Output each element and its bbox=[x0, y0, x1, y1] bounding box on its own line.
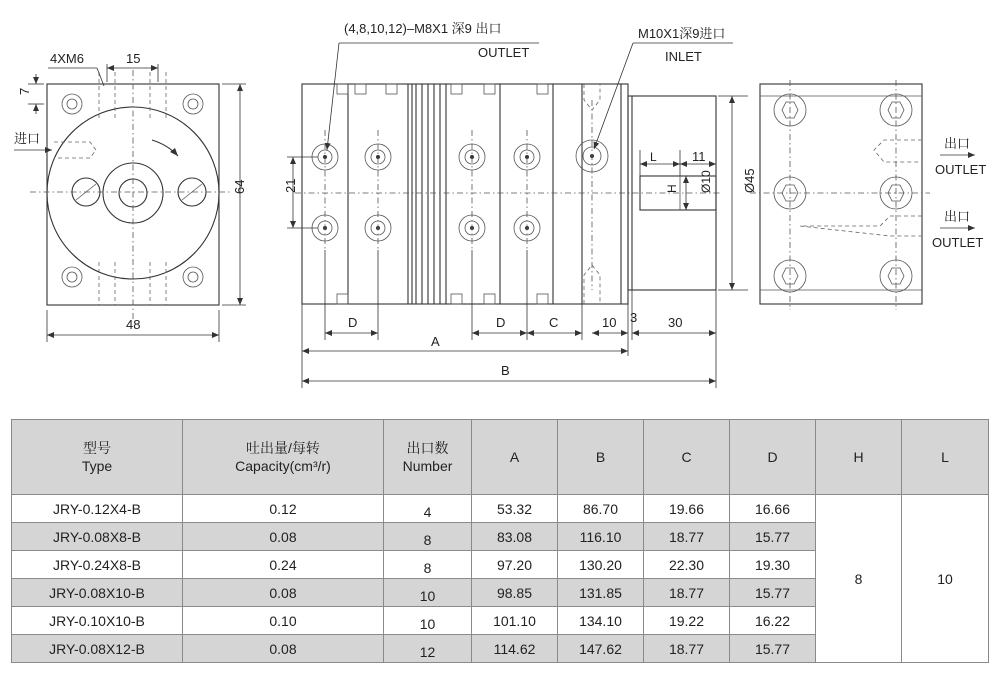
cell-a: 98.85 bbox=[472, 579, 558, 607]
cell-capacity: 0.12 bbox=[183, 495, 384, 523]
header-c: C bbox=[644, 420, 730, 495]
cell-d: 16.66 bbox=[730, 495, 816, 523]
cell-b: 116.10 bbox=[558, 523, 644, 551]
label-dim-3: 3 bbox=[630, 310, 638, 325]
cell-d: 19.30 bbox=[730, 551, 816, 579]
cell-c: 18.77 bbox=[644, 579, 730, 607]
cell-c: 22.30 bbox=[644, 551, 730, 579]
label-dim-d2: D bbox=[496, 315, 506, 330]
cell-type: JRY-0.08X8-B bbox=[12, 523, 183, 551]
cell-d: 16.22 bbox=[730, 607, 816, 635]
cell-l: 10 bbox=[902, 495, 989, 663]
cell-d: 15.77 bbox=[730, 635, 816, 663]
cell-b: 130.20 bbox=[558, 551, 644, 579]
header-d: D bbox=[730, 420, 816, 495]
label-outlet-en-2: OUTLET bbox=[932, 235, 984, 250]
right-end-view bbox=[750, 80, 986, 310]
cell-number: 12 bbox=[384, 635, 472, 663]
header-capacity: 吐出量/每转 Capacity(cm³/r) bbox=[183, 420, 384, 495]
cell-type: JRY-0.12X4-B bbox=[12, 495, 183, 523]
cell-c: 18.77 bbox=[644, 523, 730, 551]
label-4xm6: 4XM6 bbox=[50, 51, 84, 66]
cell-c: 18.77 bbox=[644, 635, 730, 663]
cell-type: JRY-0.10X10-B bbox=[12, 607, 183, 635]
cell-a: 83.08 bbox=[472, 523, 558, 551]
label-inlet-spec: M10X1深9进口 bbox=[638, 26, 726, 41]
header-b: B bbox=[558, 420, 644, 495]
left-end-view bbox=[14, 51, 247, 342]
cell-number: 8 bbox=[384, 523, 472, 551]
header-h: H bbox=[816, 420, 902, 495]
label-dim-7: 7 bbox=[17, 87, 32, 95]
label-inlet-cn-left: 进口 bbox=[14, 131, 41, 146]
cell-type: JRY-0.08X12-B bbox=[12, 635, 183, 663]
cell-capacity: 0.08 bbox=[183, 635, 384, 663]
cell-a: 53.32 bbox=[472, 495, 558, 523]
cell-number: 10 bbox=[384, 607, 472, 635]
label-dim-10: 10 bbox=[602, 315, 617, 330]
table-header-row bbox=[12, 420, 989, 495]
header-type: 型号 Type bbox=[12, 420, 183, 495]
cell-d: 15.77 bbox=[730, 579, 816, 607]
cell-type: JRY-0.08X10-B bbox=[12, 579, 183, 607]
label-dim-11: 11 bbox=[692, 149, 706, 164]
label-dim-c: C bbox=[549, 315, 559, 330]
cell-number: 8 bbox=[384, 551, 472, 579]
table-row bbox=[12, 495, 989, 523]
cell-a: 97.20 bbox=[472, 551, 558, 579]
side-view bbox=[283, 21, 757, 388]
cell-number: 4 bbox=[384, 495, 472, 523]
label-dim-15: 15 bbox=[126, 51, 141, 66]
label-outlet-en-1: OUTLET bbox=[935, 162, 987, 177]
header-a: A bbox=[472, 420, 558, 495]
label-outlet-spec: (4,8,10,12)–M8X1 深9 出口 bbox=[344, 21, 502, 36]
cell-capacity: 0.10 bbox=[183, 607, 384, 635]
cell-c: 19.66 bbox=[644, 495, 730, 523]
label-dim-48: 48 bbox=[126, 317, 141, 332]
header-number: 出口数 Number bbox=[384, 420, 472, 495]
cell-d: 15.77 bbox=[730, 523, 816, 551]
label-outlet-cn-1: 出口 bbox=[944, 136, 971, 151]
cell-b: 86.70 bbox=[558, 495, 644, 523]
cell-type: JRY-0.24X8-B bbox=[12, 551, 183, 579]
cell-capacity: 0.24 bbox=[183, 551, 384, 579]
label-dim-h: H bbox=[665, 184, 679, 193]
label-outlet-en: OUTLET bbox=[478, 45, 530, 60]
label-dim-64: 64 bbox=[232, 179, 247, 194]
cell-b: 131.85 bbox=[558, 579, 644, 607]
label-phi-45: Ø45 bbox=[742, 168, 757, 193]
label-dim-21: 21 bbox=[283, 178, 298, 193]
cell-b: 147.62 bbox=[558, 635, 644, 663]
label-dim-30: 30 bbox=[668, 315, 683, 330]
cell-capacity: 0.08 bbox=[183, 579, 384, 607]
label-dim-a: A bbox=[431, 334, 440, 349]
label-inlet-en: INLET bbox=[665, 49, 702, 64]
cell-b: 134.10 bbox=[558, 607, 644, 635]
label-phi-10: Ø10 bbox=[699, 170, 713, 193]
cell-c: 19.22 bbox=[644, 607, 730, 635]
label-dim-d1: D bbox=[348, 315, 358, 330]
header-l: L bbox=[902, 420, 989, 495]
label-outlet-cn-2: 出口 bbox=[944, 209, 971, 224]
spec-table bbox=[11, 419, 989, 663]
cell-capacity: 0.08 bbox=[183, 523, 384, 551]
label-dim-b: B bbox=[501, 363, 510, 378]
cell-h: 8 bbox=[816, 495, 902, 663]
cell-a: 101.10 bbox=[472, 607, 558, 635]
label-dim-l: L bbox=[650, 150, 657, 164]
cell-number: 10 bbox=[384, 579, 472, 607]
cell-a: 114.62 bbox=[472, 635, 558, 663]
